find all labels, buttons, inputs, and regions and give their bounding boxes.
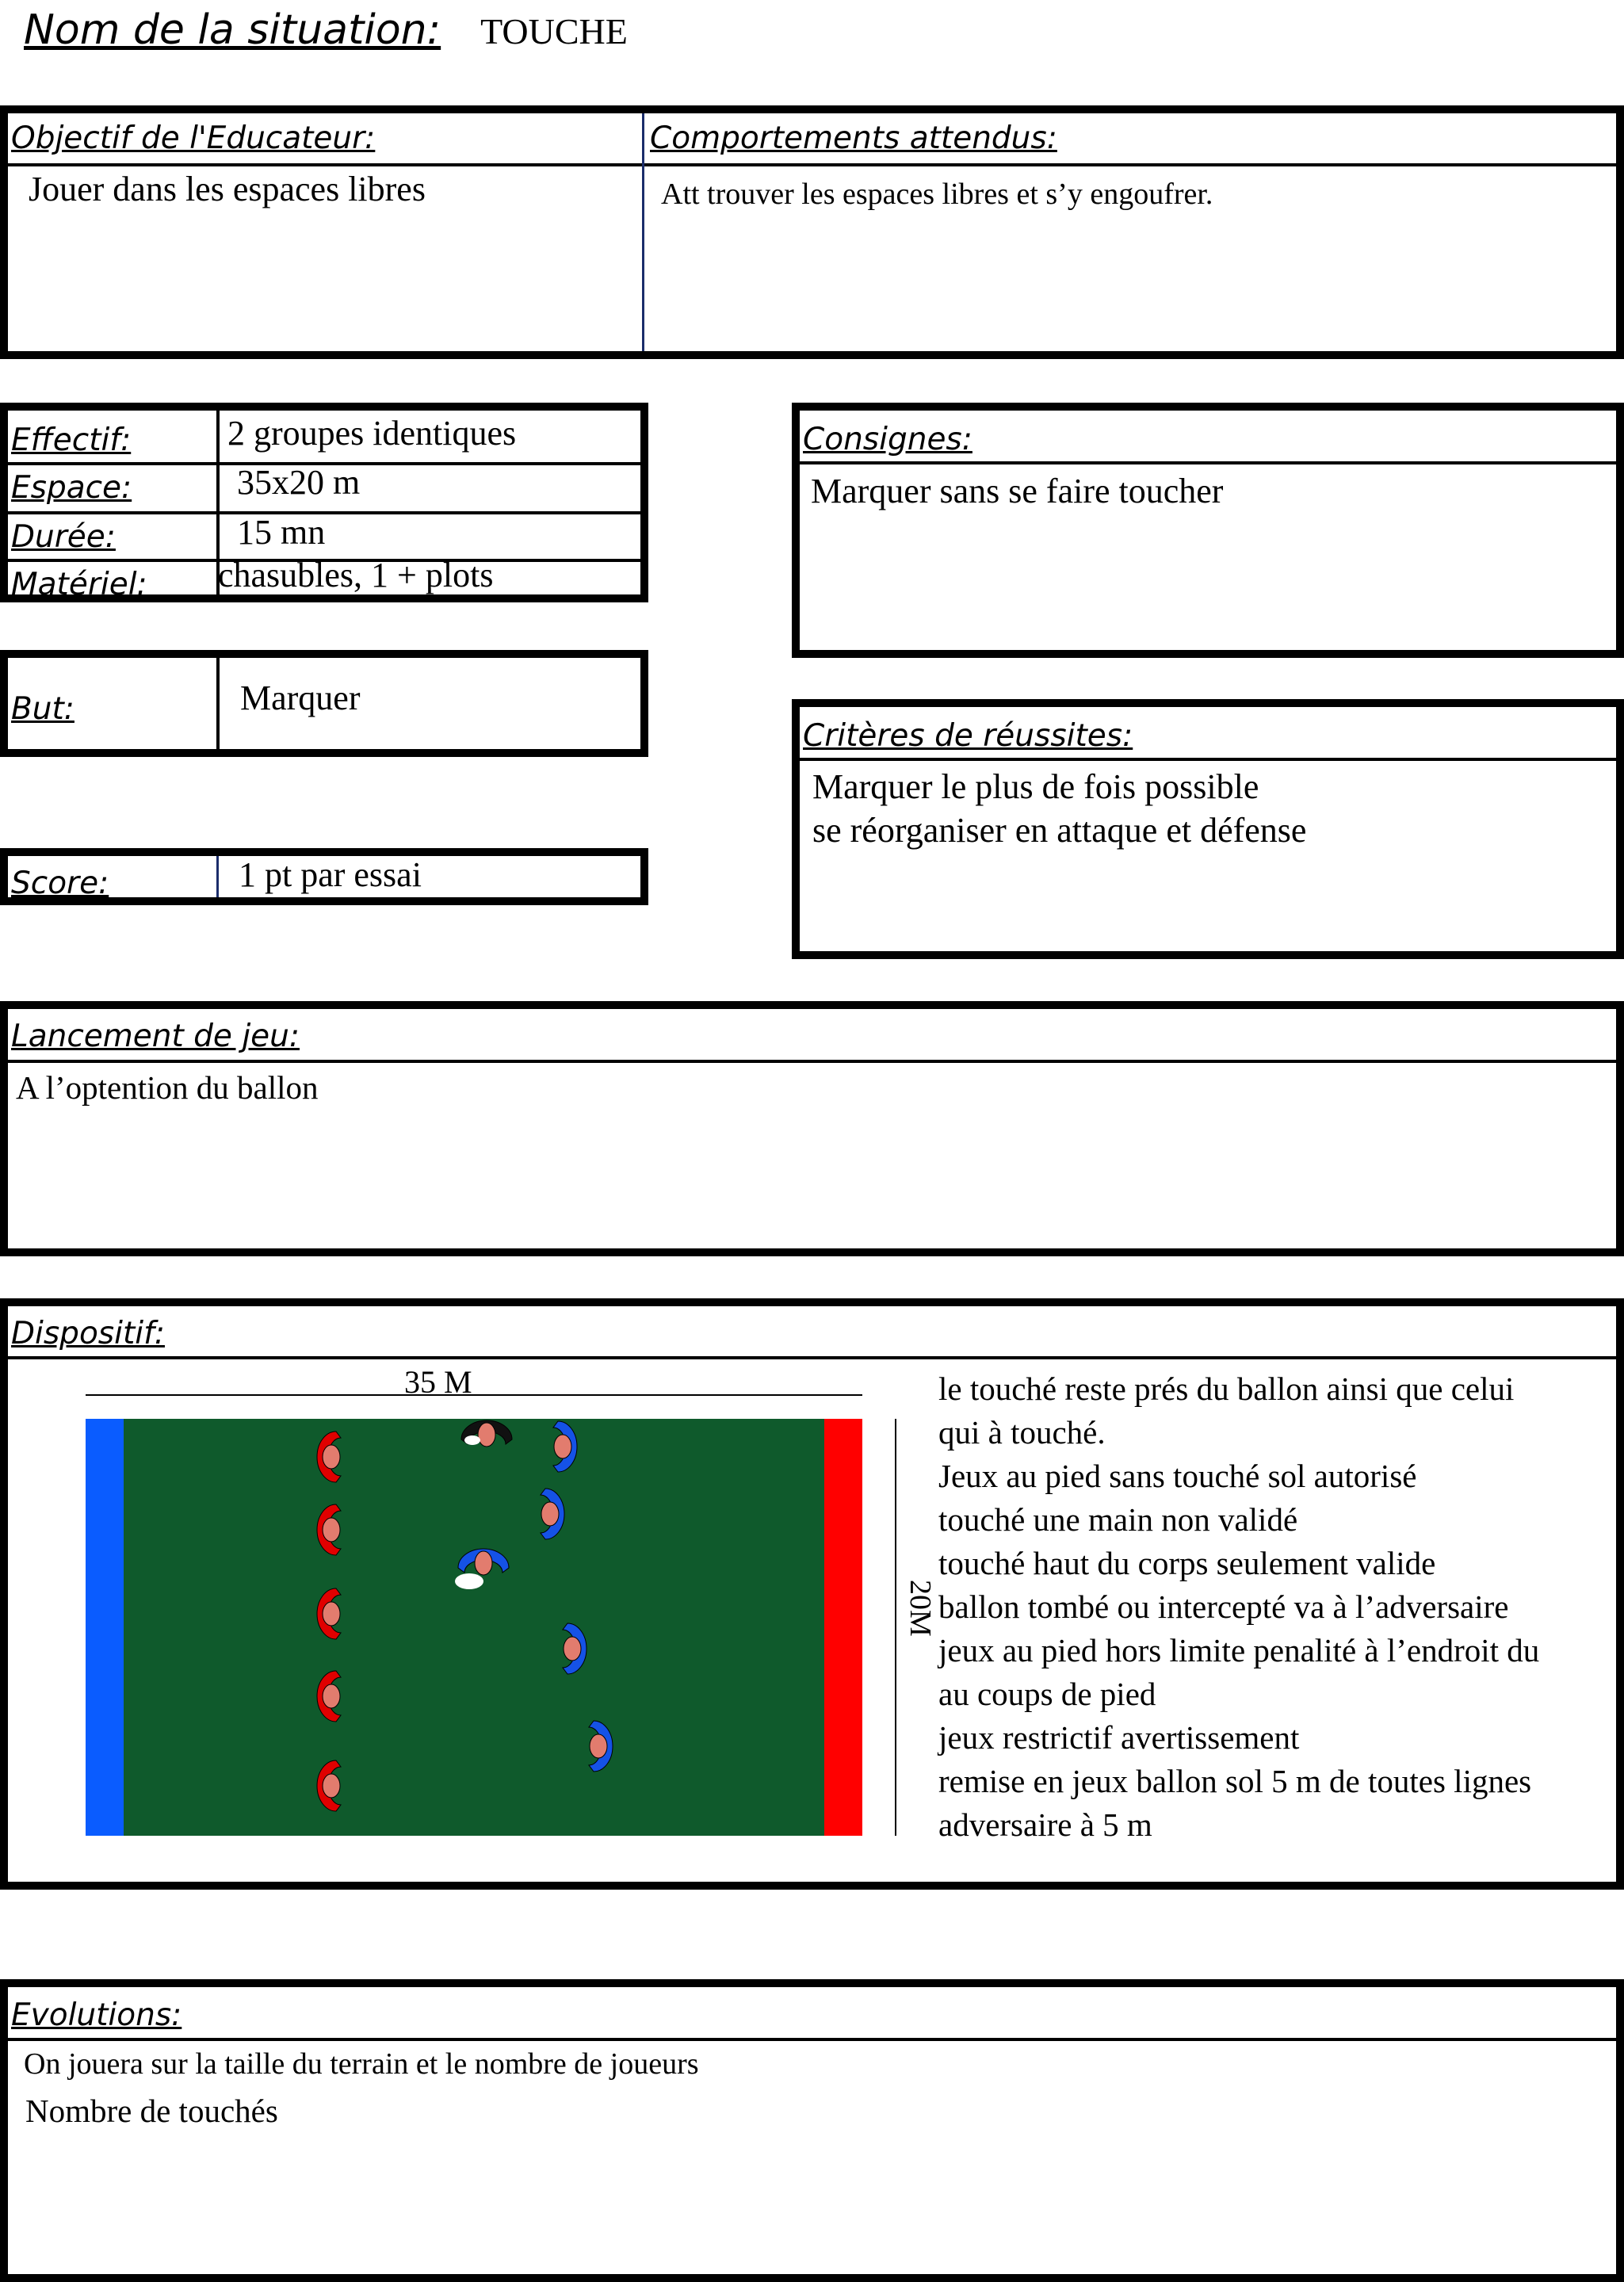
- small-ball: [464, 1435, 480, 1445]
- materiel-value: chasubles, 1 + plots: [218, 556, 494, 594]
- info-table: [0, 403, 648, 602]
- player-head: [323, 1602, 340, 1626]
- divider: [642, 113, 644, 351]
- situation-name: TOUCHE: [480, 11, 628, 52]
- player-head: [564, 1637, 581, 1661]
- espace-label: Espace:: [11, 470, 132, 506]
- width-label: 35 M: [404, 1364, 472, 1400]
- lancement-box: [0, 1001, 1624, 1256]
- criteres-box: [792, 699, 1624, 959]
- effectif-value: 2 groupes identiques: [227, 414, 517, 453]
- rule-line: jeux restrictif avertissement: [938, 1719, 1300, 1756]
- score-value: 1 pt par essai: [239, 855, 422, 894]
- criteres-line: se réorganiser en attaque et défense: [812, 811, 1307, 850]
- rule-line: touché une main non validé: [938, 1501, 1298, 1538]
- rule-line: adversaire à 5 m: [938, 1806, 1152, 1843]
- evolutions-label: Evolutions:: [11, 1997, 182, 2033]
- player-head: [541, 1502, 559, 1526]
- score-box: [0, 848, 648, 905]
- rules-list: [938, 1367, 1539, 1847]
- rule-line: ballon tombé ou intercepté va à l’adversaire: [938, 1588, 1509, 1625]
- player-head: [323, 1445, 340, 1469]
- consignes-text: Marquer sans se faire toucher: [811, 472, 1224, 510]
- height-label: 20M: [904, 1580, 937, 1637]
- divider: [800, 461, 1616, 464]
- right-try-zone: [824, 1419, 862, 1836]
- duree-label: Durée:: [11, 519, 116, 555]
- evolutions-box: [0, 1979, 1624, 2282]
- divider: [8, 1060, 1616, 1063]
- but-box: [0, 650, 648, 757]
- divider: [800, 758, 1616, 761]
- rule-line: Jeux au pied sans touché sol autorisé: [938, 1458, 1417, 1494]
- dispositif-label: Dispositif:: [11, 1316, 165, 1351]
- criteres-line: Marquer le plus de fois possible: [812, 767, 1259, 806]
- situation-header: [24, 6, 628, 54]
- consignes-box: [792, 403, 1624, 658]
- lancement-label: Lancement de jeu:: [11, 1019, 300, 1054]
- duree-value: 15 mn: [237, 513, 326, 552]
- espace-value: 35x20 m: [237, 463, 361, 502]
- lancement-text: A l’optention du ballon: [16, 1069, 319, 1106]
- rule-line: remise en jeux ballon sol 5 m de toutes lignes: [938, 1763, 1532, 1799]
- objectif-comportements-box: [0, 105, 1624, 359]
- situation-label: Nom de la situation:: [24, 6, 441, 54]
- rule-line: le touché reste prés du ballon ainsi que celui: [938, 1370, 1515, 1407]
- playing-field: [86, 1419, 862, 1836]
- divider: [8, 163, 1616, 166]
- rule-line: au coups de pied: [938, 1676, 1156, 1712]
- rule-line: touché haut du corps seulement valide: [938, 1545, 1436, 1581]
- but-value: Marquer: [240, 678, 361, 717]
- player-head: [323, 1684, 340, 1708]
- consignes-label: Consignes:: [803, 422, 972, 457]
- divider: [216, 856, 219, 897]
- rule-line: qui à touché.: [938, 1414, 1106, 1451]
- but-label: But:: [11, 691, 75, 727]
- divider: [8, 2038, 1616, 2041]
- objectif-text: Jouer dans les espaces libres: [29, 170, 426, 208]
- left-try-zone: [86, 1419, 124, 1836]
- dispositif-box: [0, 1298, 1624, 1890]
- materiel-label: Matériel:: [11, 567, 147, 602]
- score-label: Score:: [11, 866, 109, 901]
- player-head: [590, 1734, 607, 1758]
- criteres-label: Critères de réussites:: [803, 718, 1133, 754]
- evolutions-line: On jouera sur la taille du terrain et le nombre de joueurs: [24, 2047, 699, 2081]
- evolutions-line: Nombre de touchés: [25, 2093, 278, 2129]
- player-head: [323, 1518, 340, 1542]
- objectif-label: Objectif de l'Educateur:: [11, 120, 376, 156]
- player-head: [323, 1774, 340, 1798]
- player-head: [554, 1435, 571, 1458]
- rule-line: jeux au pied hors limite penalité à l’endroit du: [938, 1632, 1540, 1668]
- comportements-label: Comportements attendus:: [650, 120, 1057, 156]
- player-head: [478, 1423, 495, 1447]
- ball: [455, 1573, 483, 1589]
- player-head: [475, 1551, 492, 1575]
- comportements-text: Att trouver les espaces libres et s’y engoufrer.: [661, 178, 1213, 211]
- effectif-label: Effectif:: [11, 422, 132, 458]
- divider: [216, 658, 220, 749]
